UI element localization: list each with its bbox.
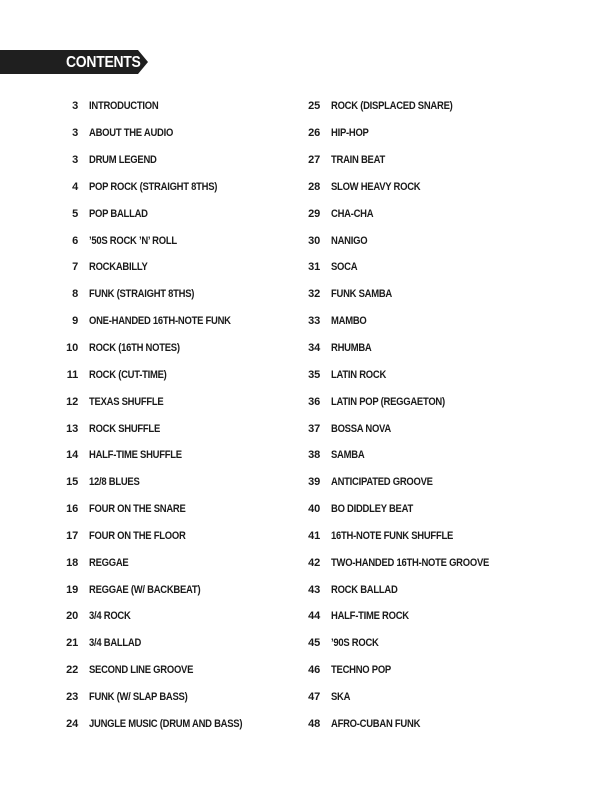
toc-page-number: 24: [66, 717, 78, 730]
toc-entry: [290, 442, 515, 469]
toc-page-number: 32: [308, 288, 320, 301]
toc-entry-title: REGGAE (W/ BACKBEAT): [89, 583, 201, 596]
toc-entry: [48, 710, 267, 737]
toc-page-number: 21: [66, 637, 78, 650]
toc-entry: [48, 93, 267, 120]
toc-entry-title: ROCK (16TH NOTES): [89, 342, 180, 355]
toc-entry-title: SKA: [331, 690, 351, 703]
toc-entry: [290, 603, 515, 630]
toc-entry: [48, 361, 267, 388]
toc-page-number: 7: [72, 261, 78, 274]
toc-entry-title: SLOW HEAVY ROCK: [331, 180, 421, 193]
toc-page-number: 3: [72, 154, 78, 167]
toc-entry: [290, 227, 515, 254]
toc-entry: [48, 281, 267, 308]
toc-page-number: 14: [66, 449, 78, 462]
toc-entry-title: ROCK (CUT-TIME): [89, 368, 167, 381]
toc-entry: [290, 469, 515, 496]
toc-page-number: 9: [72, 315, 78, 328]
toc-page-number: 20: [66, 610, 78, 623]
toc-entry-title: LATIN POP (REGGAETON): [331, 395, 445, 408]
toc-page-number: 30: [308, 234, 320, 247]
toc-entry: [290, 549, 515, 576]
toc-page-number: 5: [72, 207, 78, 220]
toc-entry: [290, 415, 515, 442]
toc-entry-title: TRAIN BEAT: [331, 154, 386, 167]
toc-page-number: 44: [308, 610, 320, 623]
toc-page-number: 28: [308, 180, 320, 193]
toc-entry: [48, 227, 267, 254]
toc-entry: [48, 684, 267, 711]
toc-page-number: 11: [66, 368, 78, 381]
toc-page-number: 35: [308, 368, 320, 381]
toc-entry-title: AFRO-CUBAN FUNK: [331, 717, 421, 730]
toc-entry: [290, 335, 515, 362]
toc-page-number: 46: [308, 664, 320, 677]
toc-entry-title: ROCKABILLY: [89, 261, 148, 274]
toc-entry-title: 3/4 BALLAD: [89, 637, 142, 650]
toc-entry-title: JUNGLE MUSIC (DRUM AND BASS): [89, 717, 243, 730]
toc-entry: [48, 388, 267, 415]
toc-entry-title: TECHNO POP: [331, 664, 391, 677]
toc-page-number: 42: [308, 556, 320, 569]
toc-entry-title: ANTICIPATED GROOVE: [331, 476, 433, 489]
toc-entry: [48, 335, 267, 362]
toc-entry-title: POP BALLAD: [89, 207, 148, 220]
toc-entry: [48, 549, 267, 576]
toc-entry: [290, 576, 515, 603]
toc-entry-title: ’50S ROCK ’N’ ROLL: [89, 234, 177, 247]
toc-page-number: 16: [66, 503, 78, 516]
toc-entry: [48, 147, 267, 174]
toc-entry-title: LATIN ROCK: [331, 368, 387, 381]
toc-entry: [290, 200, 515, 227]
toc-entry-title: FUNK (W/ SLAP BASS): [89, 690, 188, 703]
toc-entry-title: POP ROCK (STRAIGHT 8THS): [89, 180, 218, 193]
toc-entry: [48, 254, 267, 281]
toc-page-number: 8: [72, 288, 78, 301]
toc-page-number: 31: [308, 261, 320, 274]
toc-page-number: 26: [308, 127, 320, 140]
toc-entry-title: HIP-HOP: [331, 127, 369, 140]
toc-entry-title: CHA-CHA: [331, 207, 374, 220]
toc-entry-title: ROCK SHUFFLE: [89, 422, 161, 435]
toc-left-column: [48, 93, 267, 737]
toc-page-number: 25: [308, 100, 320, 113]
toc-page-number: 41: [308, 529, 320, 542]
toc-entry: [290, 630, 515, 657]
toc-page-number: 33: [308, 315, 320, 328]
toc-page-number: 22: [66, 664, 78, 677]
toc-entry: [48, 576, 267, 603]
toc-entry: [290, 657, 515, 684]
toc-entry-title: ROCK (DISPLACED SNARE): [331, 100, 453, 113]
toc-entry: [290, 281, 515, 308]
toc-entry: [48, 174, 267, 201]
toc-entry: [290, 254, 515, 281]
toc-page-number: 3: [72, 127, 78, 140]
toc-entry-title: MAMBO: [331, 315, 367, 328]
toc-entry: [290, 120, 515, 147]
toc-entry: [290, 710, 515, 737]
toc-entry: [48, 523, 267, 550]
toc-entry-title: SAMBA: [331, 449, 365, 462]
toc-entry: [290, 308, 515, 335]
toc-entry-title: ROCK BALLAD: [331, 583, 398, 596]
toc-entry-title: INTRODUCTION: [89, 100, 159, 113]
toc-entry: [48, 442, 267, 469]
toc-entry-title: FUNK (STRAIGHT 8THS): [89, 288, 195, 301]
toc-entry-title: ONE-HANDED 16TH-NOTE FUNK: [89, 315, 231, 328]
toc-entry-title: HALF-TIME SHUFFLE: [89, 449, 182, 462]
toc-entry: [48, 657, 267, 684]
toc-page-number: 34: [308, 342, 320, 355]
toc-entry-title: REGGAE: [89, 556, 129, 569]
toc-entry-title: HALF-TIME ROCK: [331, 610, 409, 623]
toc-entry-title: BOSSA NOVA: [331, 422, 391, 435]
toc-page-number: 12: [66, 395, 78, 408]
toc-entry: [48, 496, 267, 523]
toc-entry-title: BO DIDDLEY BEAT: [331, 503, 413, 516]
toc-page-number: 47: [308, 690, 320, 703]
toc-entry: [48, 469, 267, 496]
toc-entry: [48, 630, 267, 657]
toc-entry: [48, 200, 267, 227]
toc-entry-title: FOUR ON THE FLOOR: [89, 529, 186, 542]
toc-entry: [48, 120, 267, 147]
toc-page-number: 37: [308, 422, 320, 435]
toc-entry: [290, 147, 515, 174]
toc-entry-title: SECOND LINE GROOVE: [89, 664, 194, 677]
toc-page-number: 10: [66, 342, 78, 355]
toc-entry-title: FOUR ON THE SNARE: [89, 503, 186, 516]
toc-entry: [290, 523, 515, 550]
toc-entry-title: 16TH-NOTE FUNK SHUFFLE: [331, 529, 454, 542]
toc-page-number: 45: [308, 637, 320, 650]
toc-page-number: 4: [72, 180, 78, 193]
toc-entry: [290, 361, 515, 388]
toc-right-column: [290, 93, 515, 737]
toc-entry: [290, 684, 515, 711]
toc-page-number: 6: [72, 234, 78, 247]
toc-entry-title: DRUM LEGEND: [89, 154, 157, 167]
toc-entry: [48, 308, 267, 335]
toc-entry: [290, 93, 515, 120]
toc-entry-title: SOCA: [331, 261, 358, 274]
toc-entry: [290, 388, 515, 415]
toc-entry-title: TEXAS SHUFFLE: [89, 395, 164, 408]
toc-page-number: 43: [308, 583, 320, 596]
toc-entry: [48, 603, 267, 630]
toc-entry-title: NANIGO: [331, 234, 368, 247]
toc-page-number: 48: [308, 717, 320, 730]
toc-entry: [290, 174, 515, 201]
toc-page-number: 38: [308, 449, 320, 462]
toc-entry-title: 12/8 BLUES: [89, 476, 140, 489]
toc-entry-title: ABOUT THE AUDIO: [89, 127, 174, 140]
toc-entry-title: 3/4 ROCK: [89, 610, 131, 623]
toc-page-number: 19: [66, 583, 78, 596]
toc-page-number: 36: [308, 395, 320, 408]
toc-entry: [48, 415, 267, 442]
toc-page-number: 40: [308, 503, 320, 516]
toc-page-number: 3: [72, 100, 78, 113]
toc-page-number: 39: [308, 476, 320, 489]
toc-page-number: 13: [66, 422, 78, 435]
toc-entry-title: RHUMBA: [331, 342, 372, 355]
toc-page-number: 17: [66, 529, 78, 542]
toc-entry: [290, 496, 515, 523]
toc-page-number: 29: [308, 207, 320, 220]
toc-page-number: 15: [66, 476, 78, 489]
toc-page-number: 23: [66, 690, 78, 703]
toc-entry-title: TWO-HANDED 16TH-NOTE GROOVE: [331, 556, 490, 569]
toc-entry-title: FUNK SAMBA: [331, 288, 393, 301]
toc-page-number: 18: [66, 556, 78, 569]
toc-entry-title: ’90S ROCK: [331, 637, 379, 650]
toc-page-number: 27: [308, 154, 320, 167]
page-title: CONTENTS: [66, 54, 141, 71]
